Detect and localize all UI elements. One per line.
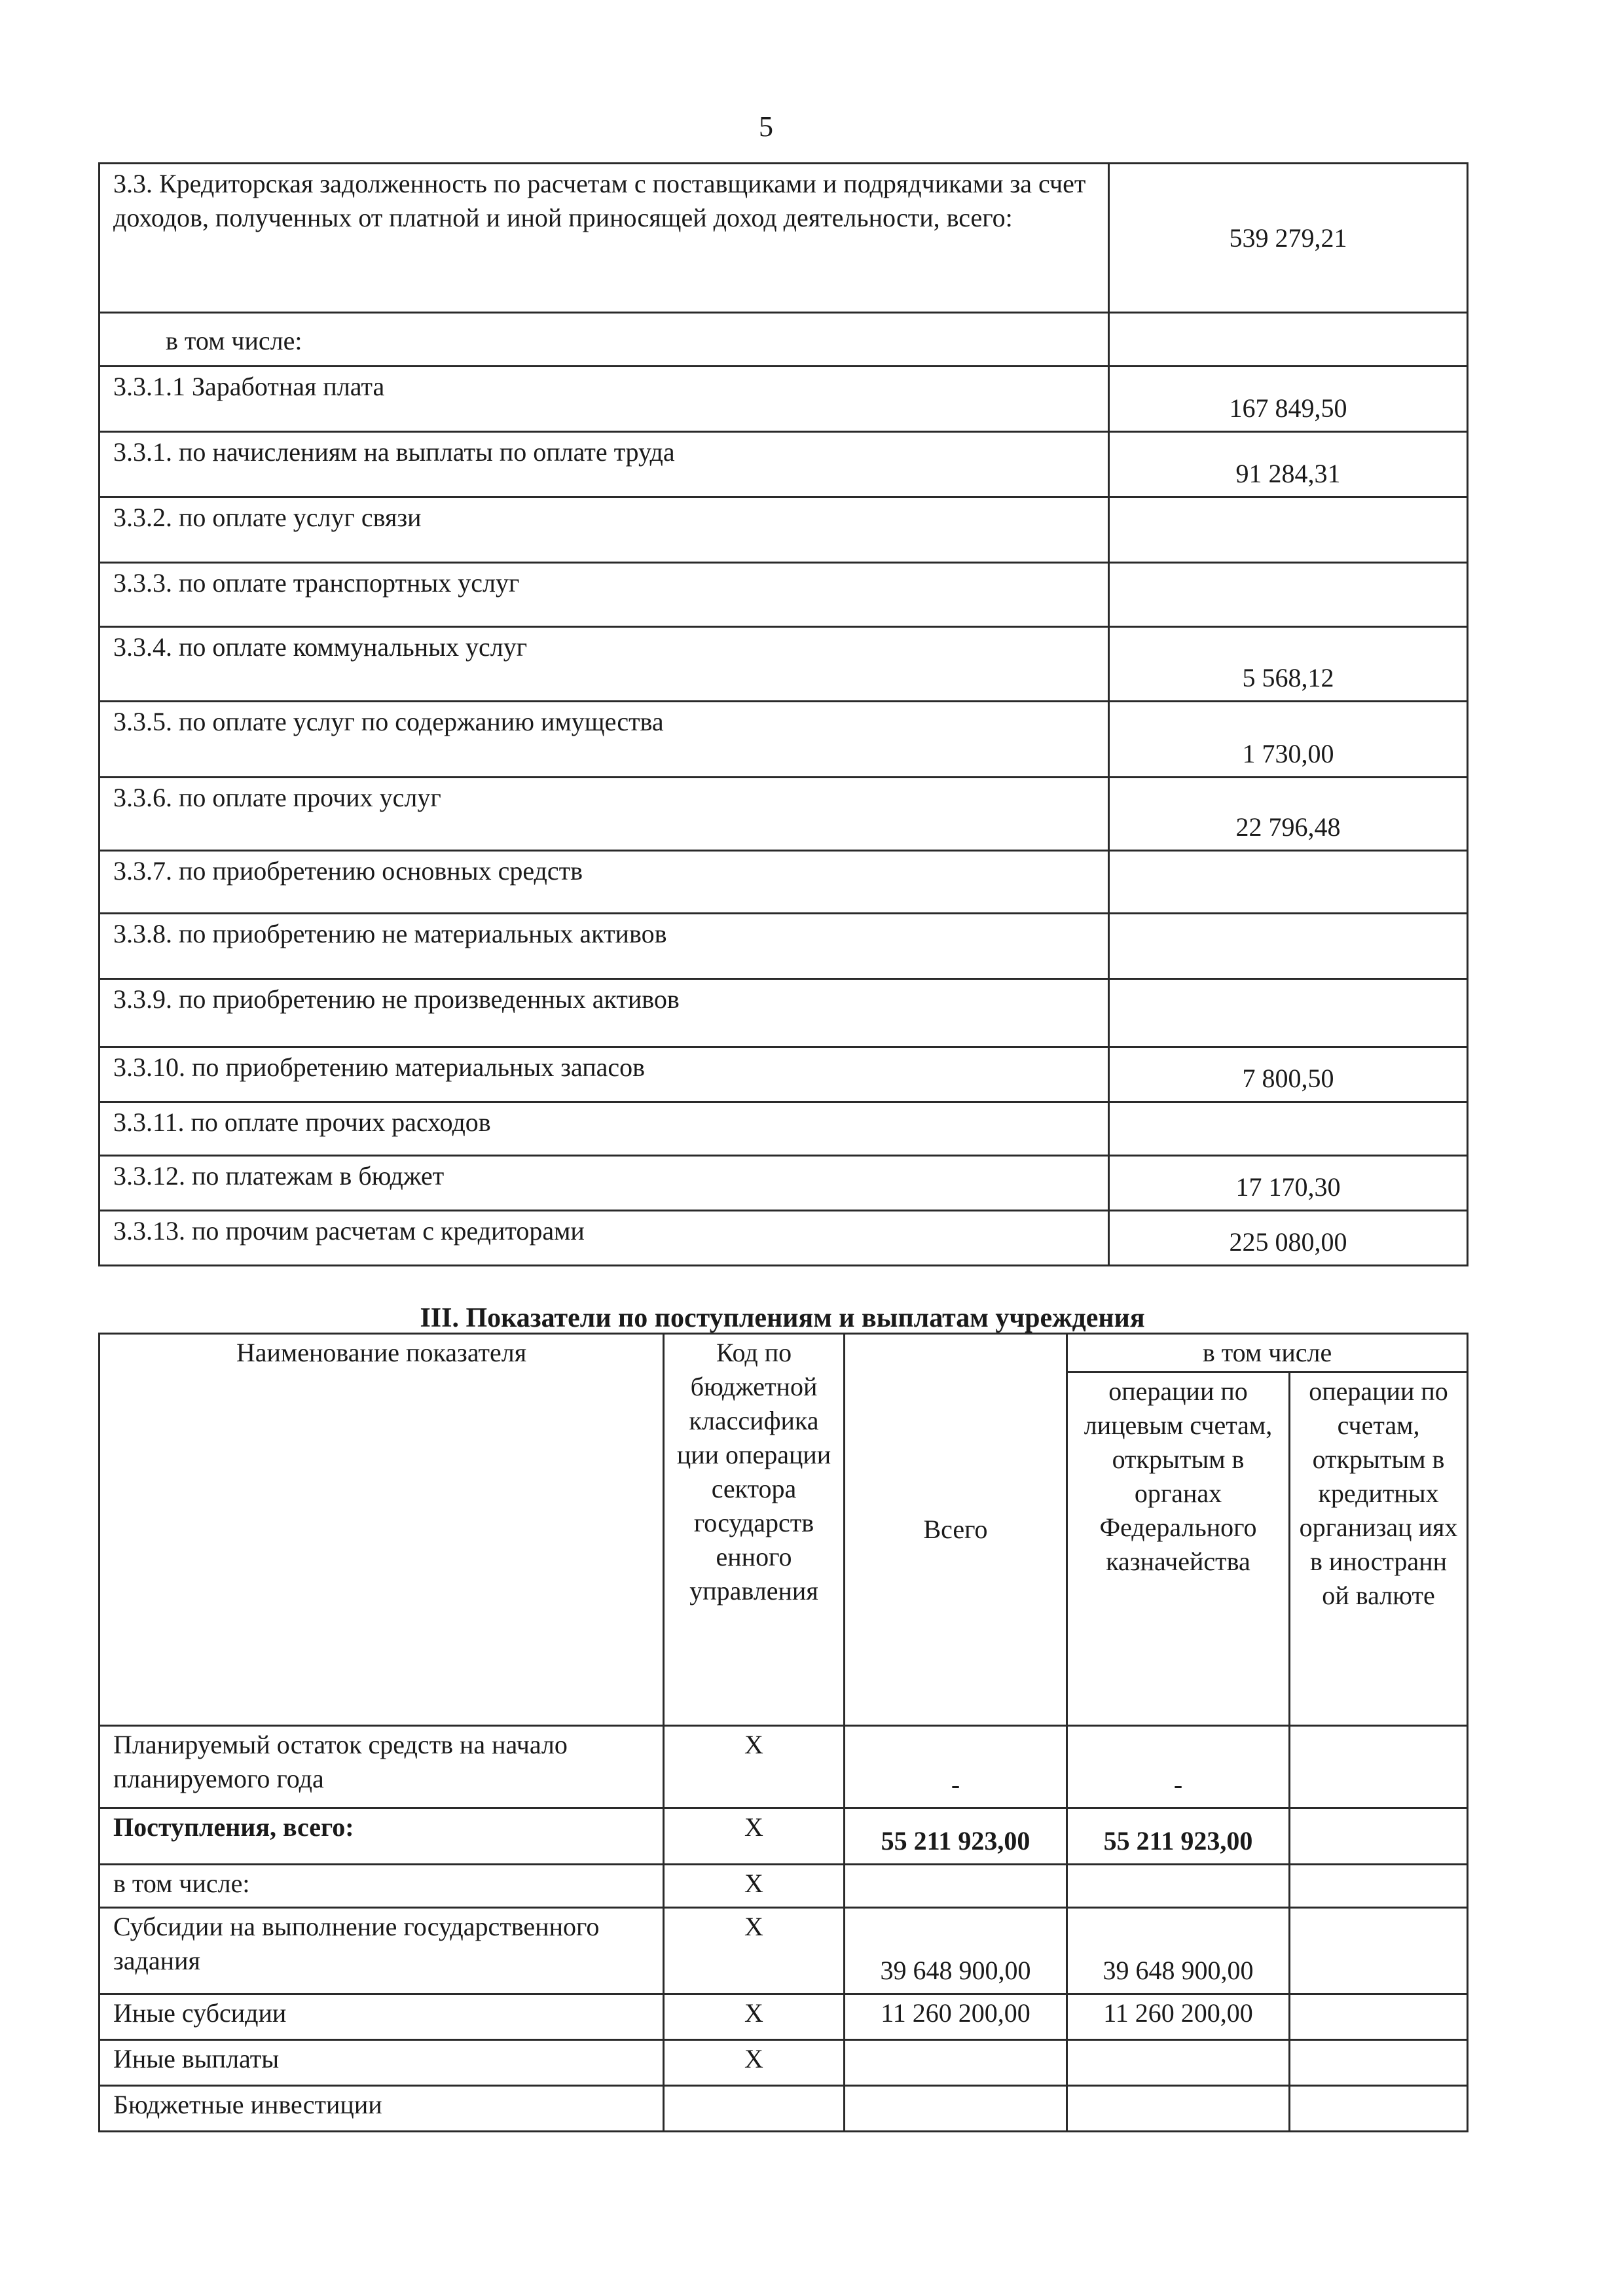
row-value: 91 284,31 — [1109, 432, 1468, 497]
table-row — [100, 979, 1468, 1047]
table-row — [100, 1994, 1468, 2040]
row-value — [1109, 497, 1468, 563]
row-label: 3.3.1.1 Заработная плата — [100, 367, 1109, 432]
row-value: 7 800,50 — [1109, 1047, 1468, 1102]
row-label: 3.3.4. по оплате коммунальных услуг — [100, 627, 1109, 702]
row-name: в том числе: — [100, 1865, 664, 1908]
row-name: Иные субсидии — [100, 1994, 664, 2040]
table-row — [100, 563, 1468, 627]
row-name: Иные выплаты — [100, 2040, 664, 2086]
row-label: 3.3. Кредиторская задолженность по расчетам с поставщиками и подрядчиками за счет доходов, полученных от платной и иной приносящей доход деятельности, всего: — [100, 164, 1109, 313]
row-treasury: 55 211 923,00 — [1067, 1808, 1290, 1865]
row-name: Планируемый остаток средств на начало планируемого года — [100, 1726, 664, 1808]
row-name: Субсидии на выполнение государственного задания — [100, 1908, 664, 1994]
row-value: 539 279,21 — [1109, 164, 1468, 313]
row-label: 3.3.8. по приобретению не материальных активов — [100, 914, 1109, 979]
row-label: 3.3.5. по оплате услуг по содержанию имущества — [100, 702, 1109, 778]
row-label: 3.3.3. по оплате транспортных услуг — [100, 563, 1109, 627]
table-row — [100, 627, 1468, 702]
row-label: 3.3.12. по платежам в бюджет — [100, 1156, 1109, 1211]
header-foreign: операции по счетам, открытым в кредитных организац иях в иностранн ой валюте — [1290, 1372, 1468, 1726]
row-label: 3.3.13. по прочим расчетам с кредиторами — [100, 1211, 1109, 1266]
row-value — [1109, 914, 1468, 979]
row-treasury: - — [1067, 1726, 1290, 1808]
table-row — [100, 2086, 1468, 2132]
row-value: 22 796,48 — [1109, 778, 1468, 851]
row-foreign — [1290, 1726, 1468, 1808]
table-row — [100, 1808, 1468, 1865]
table-row — [100, 2040, 1468, 2086]
table-row — [100, 914, 1468, 979]
row-code: Х — [664, 1865, 845, 1908]
row-total: 39 648 900,00 — [845, 1908, 1067, 1994]
row-value — [1109, 563, 1468, 627]
header-including: в том числе — [1067, 1334, 1468, 1372]
table-row — [100, 1211, 1468, 1266]
table-row — [100, 778, 1468, 851]
table-row — [100, 851, 1468, 914]
row-value: 5 568,12 — [1109, 627, 1468, 702]
row-value — [1109, 979, 1468, 1047]
row-foreign — [1290, 2086, 1468, 2132]
row-code: Х — [664, 1908, 845, 1994]
row-label: 3.3.6. по оплате прочих услуг — [100, 778, 1109, 851]
row-foreign — [1290, 2040, 1468, 2086]
creditor-table — [98, 162, 1468, 1266]
row-value — [1109, 1102, 1468, 1156]
row-code: Х — [664, 1726, 845, 1808]
header-total: Всего — [845, 1334, 1067, 1726]
row-value: 225 080,00 — [1109, 1211, 1468, 1266]
table-row — [100, 497, 1468, 563]
row-code: Х — [664, 1808, 845, 1865]
table-row — [100, 1047, 1468, 1102]
table-row — [100, 1865, 1468, 1908]
page-number: 5 — [759, 111, 773, 143]
indicators-table — [98, 1333, 1468, 2132]
row-foreign — [1290, 1865, 1468, 1908]
row-total — [845, 2040, 1067, 2086]
header-code: Код по бюджетной классифика ции операции сектора государств енного управления — [664, 1334, 845, 1726]
row-code: Х — [664, 2040, 845, 2086]
row-treasury: 39 648 900,00 — [1067, 1908, 1290, 1994]
row-treasury: 11 260 200,00 — [1067, 1994, 1290, 2040]
row-treasury — [1067, 2040, 1290, 2086]
row-foreign — [1290, 1808, 1468, 1865]
row-label: 3.3.11. по оплате прочих расходов — [100, 1102, 1109, 1156]
header-name: Наименование показателя — [100, 1334, 664, 1726]
table-row — [100, 367, 1468, 432]
row-label: 3.3.9. по приобретению не произведенных активов — [100, 979, 1109, 1047]
table-row — [100, 1726, 1468, 1808]
table-row — [100, 164, 1468, 313]
row-treasury — [1067, 1865, 1290, 1908]
row-label: в том числе: — [100, 313, 1109, 367]
table-row — [100, 1102, 1468, 1156]
row-total — [845, 1865, 1067, 1908]
row-total: 11 260 200,00 — [845, 1994, 1067, 2040]
row-label: 3.3.10. по приобретению материальных запасов — [100, 1047, 1109, 1102]
header-row — [100, 1334, 1468, 1372]
table-row — [100, 1156, 1468, 1211]
row-value — [1109, 851, 1468, 914]
table-row — [100, 313, 1468, 367]
row-label: 3.3.7. по приобретению основных средств — [100, 851, 1109, 914]
row-foreign — [1290, 1994, 1468, 2040]
row-treasury — [1067, 2086, 1290, 2132]
row-total — [845, 2086, 1067, 2132]
row-total: 55 211 923,00 — [845, 1808, 1067, 1865]
table-row — [100, 432, 1468, 497]
row-name: Поступления, всего: — [100, 1808, 664, 1865]
row-total: - — [845, 1726, 1067, 1808]
header-treasury: операции по лицевым счетам, открытым в органах Федерального казначейства — [1067, 1372, 1290, 1726]
row-code: Х — [664, 1994, 845, 2040]
row-value: 1 730,00 — [1109, 702, 1468, 778]
row-value — [1109, 313, 1468, 367]
row-name: Бюджетные инвестиции — [100, 2086, 664, 2132]
row-value: 167 849,50 — [1109, 367, 1468, 432]
section-heading: III. Показатели по поступлениям и выплатам учреждения — [420, 1303, 1145, 1333]
row-code — [664, 2086, 845, 2132]
row-foreign — [1290, 1908, 1468, 1994]
row-label: 3.3.1. по начислениям на выплаты по оплате труда — [100, 432, 1109, 497]
table-row — [100, 702, 1468, 778]
table-row — [100, 1908, 1468, 1994]
row-label: 3.3.2. по оплате услуг связи — [100, 497, 1109, 563]
row-value: 17 170,30 — [1109, 1156, 1468, 1211]
